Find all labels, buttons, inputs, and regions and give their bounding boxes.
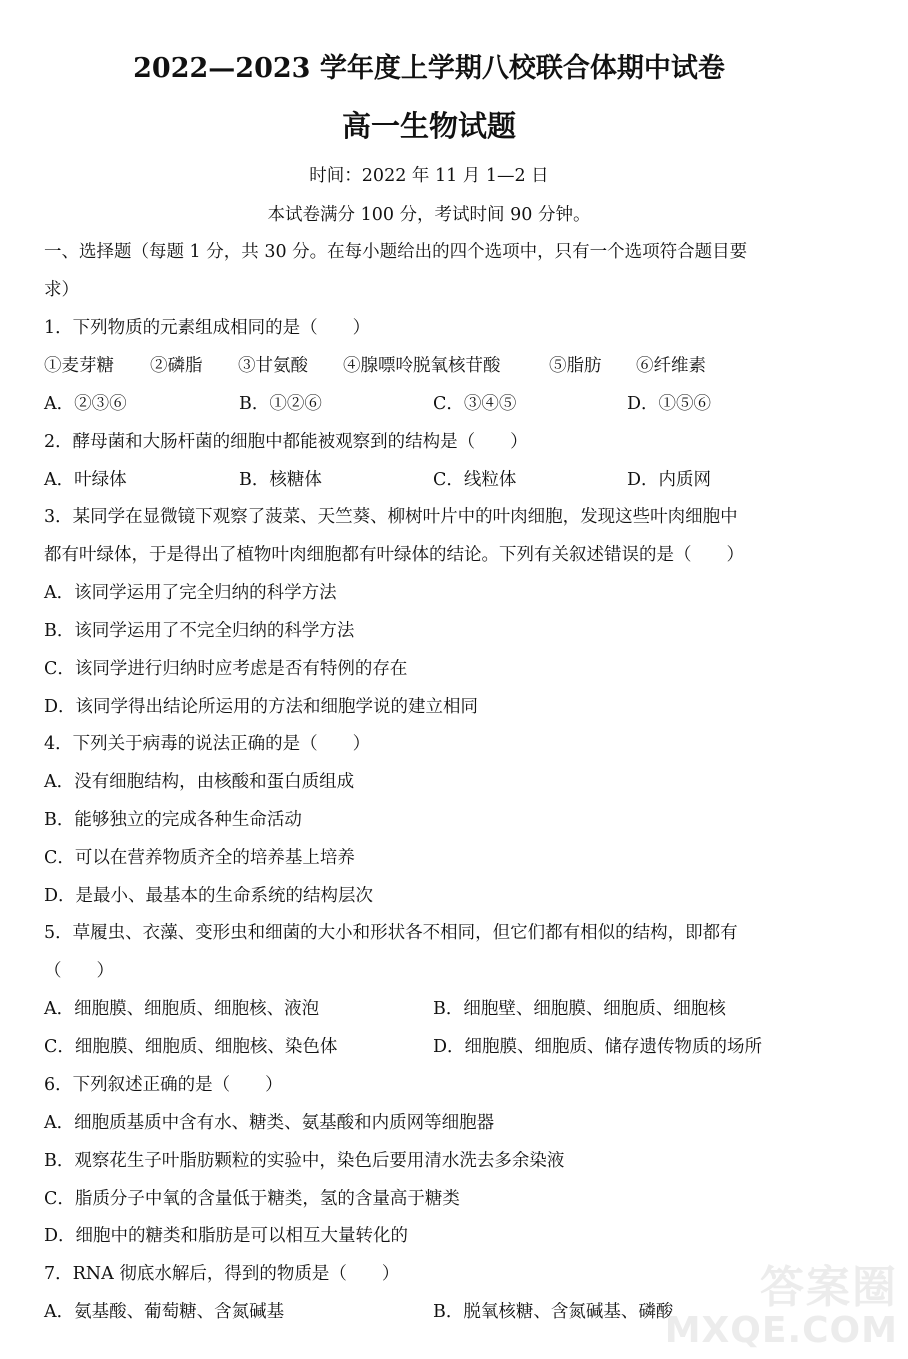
q1-item: ①麦芽糖 [44,356,114,376]
q7-option-a: A．氨基酸、葡萄糖、含氮碱基 [44,1302,285,1322]
q3-stem-line1: 3．某同学在显微镜下观察了菠菜、天竺葵、柳树叶片中的叶肉细胞，发现这些叶肉细胞中 [44,507,738,527]
q1-item: ⑤脂肪 [549,356,602,376]
q3-option-c: C．该同学进行归纳时应考虑是否有特例的存在 [44,659,408,679]
watermark-logo-text: 答案圈 [760,1262,898,1313]
q2-option-b: B．核糖体 [239,470,322,490]
exam-subtitle: 高一生物试题 [341,109,516,143]
q2-option-d: D．内质网 [627,470,712,490]
q6-option-a: A．细胞质基质中含有水、糖类、氨基酸和内质网等细胞器 [44,1113,495,1133]
q2-option-a: A．叶绿体 [44,470,127,490]
exam-info: 本试卷满分 100 分，考试时间 90 分钟。 [267,205,591,225]
exam-time: 时间：2022 年 11 月 1—2 日 [309,166,549,186]
q5-option-b: B．细胞壁、细胞膜、细胞质、细胞核 [433,999,726,1019]
exam-title: 2022—2023 学年度上学期八校联合体期中试卷 [133,53,725,84]
q1-stem: 1．下列物质的元素组成相同的是（ ） [44,318,371,338]
q1-item: ②磷脂 [150,356,203,376]
q1-option-b: B．①②⑥ [239,394,322,414]
q3-option-a: A．该同学运用了完全归纳的科学方法 [44,583,337,603]
q5-option-a: A．细胞膜、细胞质、细胞核、液泡 [44,999,320,1019]
section-instruction-line2: 求） [44,280,79,300]
q3-stem-line2: 都有叶绿体，于是得出了植物叶肉细胞都有叶绿体的结论。下列有关叙述错误的是（ ） [44,545,744,565]
q1-item: ③甘氨酸 [238,356,308,376]
q5-stem-line1: 5．草履虫、衣藻、变形虫和细菌的大小和形状各不相同，但它们都有相似的结构，即都有 [44,923,738,943]
q4-stem: 4．下列关于病毒的说法正确的是（ ） [44,734,371,754]
q5-stem-line2: （ ） [44,961,114,981]
q6-option-d: D．细胞中的糖类和脂肪是可以相互大量转化的 [44,1226,409,1246]
q5-option-c: C．细胞膜、细胞质、细胞核、染色体 [44,1037,338,1057]
q1-option-a: A．②③⑥ [44,394,127,414]
q4-option-d: D．是最小、最基本的生命系统的结构层次 [44,886,374,906]
section-instruction-line1: 一、选择题（每题 1 分，共 30 分。在每小题给出的四个选项中，只有一个选项符合题目要 [44,242,748,262]
q1-option-c: C．③④⑤ [433,394,517,414]
q6-option-c: C．脂质分子中氧的含量低于糖类，氢的含量高于糖类 [44,1189,460,1209]
q3-option-d: D．该同学得出结论所运用的方法和细胞学说的建立相同 [44,697,479,717]
q4-option-a: A．没有细胞结构，由核酸和蛋白质组成 [44,772,355,792]
q4-option-b: B．能够独立的完成各种生命活动 [44,810,302,830]
q1-option-d: D．①⑤⑥ [627,394,712,414]
q1-item: ⑥纤维素 [636,356,706,376]
q3-option-b: B．该同学运用了不完全归纳的科学方法 [44,621,355,641]
q6-stem: 6．下列叙述正确的是（ ） [44,1075,283,1095]
q7-option-b: B．脱氧核糖、含氮碱基、磷酸 [433,1302,674,1322]
watermark-url: MXQE.COM [664,1310,898,1351]
q7-stem: 7．RNA 彻底水解后，得到的物质是（ ） [44,1264,400,1284]
watermark [664,1251,898,1351]
q2-option-c: C．线粒体 [433,470,517,490]
q5-option-d: D．细胞膜、细胞质、储存遗传物质的场所 [433,1037,763,1057]
q1-item: ④腺嘌呤脱氧核苷酸 [343,356,501,376]
q2-stem: 2．酵母菌和大肠杆菌的细胞中都能被观察到的结构是（ ） [44,432,528,452]
q4-option-c: C．可以在营养物质齐全的培养基上培养 [44,848,355,868]
q6-option-b: B．观察花生子叶脂肪颗粒的实验中，染色后要用清水洗去多余染液 [44,1151,565,1171]
